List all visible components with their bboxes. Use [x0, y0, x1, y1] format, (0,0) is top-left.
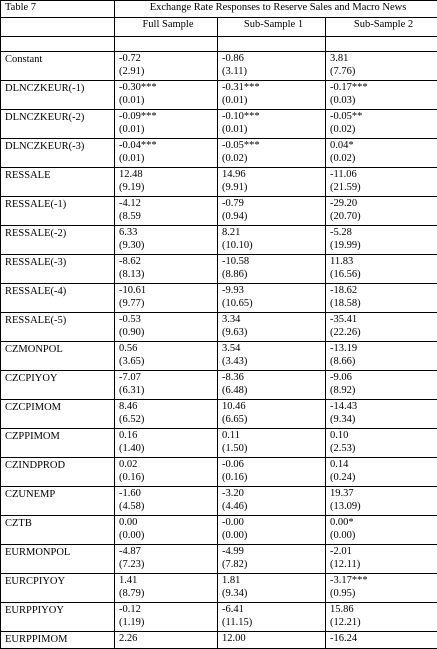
- standard-error: (7.82): [222, 558, 325, 571]
- standard-error: (0.02): [330, 123, 437, 136]
- row-variable-name: [1, 574, 115, 603]
- table-row: [1, 52, 437, 81]
- coefficient-cell: [218, 313, 326, 342]
- row-variable-name: [1, 168, 115, 197]
- coefficient-cell: [326, 342, 437, 371]
- row-variable-name: [1, 603, 115, 632]
- table-title: Exchange Rate Responses to Reserve Sales and Macro News: [115, 1, 437, 18]
- coefficient-cell: [115, 313, 218, 342]
- coefficient-cell: [115, 603, 218, 632]
- standard-error: (8.86): [222, 268, 325, 281]
- variable-label: CZCPIMOM: [5, 400, 114, 414]
- coefficient-estimate: -0.72: [119, 52, 217, 65]
- variable-label: RESSALE(-3): [5, 255, 114, 269]
- variable-label: EURPPIMOM: [5, 632, 114, 646]
- coefficient-cell: [326, 81, 437, 110]
- standard-error: (22.26): [330, 326, 437, 339]
- variable-label: CZMONPOL: [5, 342, 114, 356]
- coefficient-estimate: 3.81: [330, 52, 437, 65]
- coefficient-cell: [218, 255, 326, 284]
- coefficient-estimate: -4.12: [119, 197, 217, 210]
- coefficient-estimate: -29.20: [330, 197, 437, 210]
- standard-error: (13.09): [330, 500, 437, 513]
- table-row: [1, 226, 437, 255]
- variable-label: RESSALE(-5): [5, 313, 114, 327]
- coefficient-cell: [218, 603, 326, 632]
- coefficient-estimate: -35.41: [330, 313, 437, 326]
- standard-error: (0.01): [222, 123, 325, 136]
- variable-label: RESSALE(-1): [5, 197, 114, 211]
- coefficient-estimate: 14.96: [222, 168, 325, 181]
- coefficient-estimate: 12.48: [119, 168, 217, 181]
- coefficient-estimate: -0.00: [222, 516, 325, 529]
- standard-error: (7.76): [330, 65, 437, 78]
- coefficient-cell: [115, 400, 218, 429]
- coefficient-cell: [326, 400, 437, 429]
- column-header-blank: [1, 18, 115, 37]
- standard-error: (6.48): [222, 384, 325, 397]
- coefficient-estimate: -0.05**: [330, 110, 437, 123]
- standard-error: (6.65): [222, 413, 325, 426]
- coefficient-estimate: 0.10: [330, 429, 437, 442]
- row-variable-name: [1, 284, 115, 313]
- coefficient-estimate: 8.21: [222, 226, 325, 239]
- coefficient-estimate: -2.01: [330, 545, 437, 558]
- coefficient-cell: [218, 458, 326, 487]
- standard-error: (0.24): [330, 471, 437, 484]
- coefficient-estimate: -0.04***: [119, 139, 217, 152]
- coefficient-cell: [218, 371, 326, 400]
- coefficient-cell: [115, 429, 218, 458]
- column-header-full-sample: Full Sample: [115, 18, 218, 37]
- row-variable-name: [1, 52, 115, 81]
- coefficient-cell: [326, 632, 437, 649]
- variable-label: CZPPIMOM: [5, 429, 114, 443]
- coefficient-estimate: -8.36: [222, 371, 325, 384]
- coefficient-estimate: -14.43: [330, 400, 437, 413]
- row-variable-name: [1, 545, 115, 574]
- coefficient-estimate: 0.04*: [330, 139, 437, 152]
- standard-error: (8.92): [330, 384, 437, 397]
- coefficient-cell: [326, 603, 437, 632]
- row-variable-name: [1, 226, 115, 255]
- coefficient-estimate: -0.79: [222, 197, 325, 210]
- row-variable-name: [1, 255, 115, 284]
- coefficient-cell: [326, 574, 437, 603]
- coefficient-cell: [115, 458, 218, 487]
- coefficient-cell: [326, 429, 437, 458]
- spacer-cell: [1, 37, 115, 52]
- coefficient-estimate: 0.16: [119, 429, 217, 442]
- coefficient-cell: [115, 487, 218, 516]
- coefficient-estimate: 6.33: [119, 226, 217, 239]
- standard-error: (12.21): [330, 616, 437, 629]
- coefficient-cell: [115, 197, 218, 226]
- coefficient-estimate: 1.81: [222, 574, 325, 587]
- coefficient-estimate: 3.34: [222, 313, 325, 326]
- table-row: [1, 371, 437, 400]
- standard-error: (12.11): [330, 558, 437, 571]
- row-variable-name: [1, 429, 115, 458]
- coefficient-estimate: -0.86: [222, 52, 325, 65]
- coefficient-estimate: -0.10***: [222, 110, 325, 123]
- coefficient-estimate: -6.41: [222, 603, 325, 616]
- table-row: [1, 110, 437, 139]
- row-variable-name: [1, 110, 115, 139]
- table-row: [1, 255, 437, 284]
- row-variable-name: [1, 516, 115, 545]
- coefficient-estimate: -10.58: [222, 255, 325, 268]
- standard-error: (0.90): [119, 326, 217, 339]
- standard-error: (0.01): [119, 123, 217, 136]
- coefficient-estimate: 19.37: [330, 487, 437, 500]
- coefficient-cell: [218, 81, 326, 110]
- table-row: [1, 400, 437, 429]
- standard-error: (6.31): [119, 384, 217, 397]
- coefficient-cell: [326, 371, 437, 400]
- variable-label: DLNCZKEUR(-2): [5, 110, 114, 124]
- coefficient-estimate: 2.26: [119, 632, 217, 645]
- coefficient-cell: [115, 52, 218, 81]
- standard-error: (8.66): [330, 355, 437, 368]
- standard-error: (21.59): [330, 181, 437, 194]
- standard-error: (9.63): [222, 326, 325, 339]
- standard-error: (0.03): [330, 94, 437, 107]
- standard-error: (0.01): [119, 152, 217, 165]
- standard-error: (8.79): [119, 587, 217, 600]
- standard-error: (1.19): [119, 616, 217, 629]
- standard-error: (0.01): [222, 94, 325, 107]
- table-row: [1, 487, 437, 516]
- table-row: [1, 458, 437, 487]
- coefficient-cell: [326, 516, 437, 545]
- coefficient-cell: [326, 545, 437, 574]
- coefficient-cell: [218, 516, 326, 545]
- table-row: [1, 284, 437, 313]
- standard-error: (0.16): [119, 471, 217, 484]
- coefficient-cell: [218, 342, 326, 371]
- coefficient-cell: [115, 371, 218, 400]
- variable-label: RESSALE(-4): [5, 284, 114, 298]
- coefficient-estimate: 1.41: [119, 574, 217, 587]
- spacer-cell: [326, 37, 437, 52]
- variable-label: CZINDPROD: [5, 458, 114, 472]
- standard-error: (0.02): [330, 152, 437, 165]
- spacer-cell: [115, 37, 218, 52]
- variable-label: EURMONPOL: [5, 545, 114, 559]
- coefficient-cell: [326, 197, 437, 226]
- variable-label: EURPPIYOY: [5, 603, 114, 617]
- column-header-sub-sample-2: Sub-Sample 2: [326, 18, 437, 37]
- table-row: [1, 574, 437, 603]
- coefficient-estimate: -11.06: [330, 168, 437, 181]
- standard-error: (10.65): [222, 297, 325, 310]
- coefficient-cell: [115, 342, 218, 371]
- row-variable-name: [1, 342, 115, 371]
- coefficient-estimate: -5.28: [330, 226, 437, 239]
- standard-error: (8.59: [119, 210, 217, 223]
- row-variable-name: [1, 81, 115, 110]
- coefficient-estimate: -18.62: [330, 284, 437, 297]
- spacer-cell: [218, 37, 326, 52]
- table-title-row: [1, 1, 437, 18]
- standard-error: (0.01): [119, 94, 217, 107]
- coefficient-cell: [326, 226, 437, 255]
- coefficient-cell: [218, 487, 326, 516]
- standard-error: (2.53): [330, 442, 437, 455]
- coefficient-cell: [218, 545, 326, 574]
- row-variable-name: [1, 371, 115, 400]
- row-variable-name: [1, 458, 115, 487]
- coefficient-estimate: -0.05***: [222, 139, 325, 152]
- coefficient-estimate: -9.06: [330, 371, 437, 384]
- coefficient-cell: [218, 429, 326, 458]
- standard-error: (0.00): [222, 529, 325, 542]
- standard-error: (1.40): [119, 442, 217, 455]
- standard-error: (8.13): [119, 268, 217, 281]
- column-header-sub-sample-1: Sub-Sample 1: [218, 18, 326, 37]
- coefficient-cell: [326, 487, 437, 516]
- standard-error: (3.65): [119, 355, 217, 368]
- table-row: [1, 632, 437, 649]
- standard-error: (0.94): [222, 210, 325, 223]
- table-row: [1, 342, 437, 371]
- coefficient-cell: [218, 226, 326, 255]
- coefficient-cell: [218, 139, 326, 168]
- table-label: Table 7: [1, 1, 115, 18]
- coefficient-estimate: -0.12: [119, 603, 217, 616]
- row-variable-name: [1, 313, 115, 342]
- coefficient-cell: [218, 632, 326, 649]
- coefficient-cell: [218, 110, 326, 139]
- column-header-row: [1, 18, 437, 37]
- coefficient-estimate: 8.46: [119, 400, 217, 413]
- table-row: [1, 429, 437, 458]
- standard-error: (9.19): [119, 181, 217, 194]
- variable-label: Constant: [5, 52, 114, 66]
- coefficient-estimate: 12.00: [222, 632, 325, 645]
- coefficient-estimate: -0.30***: [119, 81, 217, 94]
- coefficient-estimate: 0.02: [119, 458, 217, 471]
- coefficient-estimate: 0.56: [119, 342, 217, 355]
- coefficient-cell: [326, 255, 437, 284]
- standard-error: (9.30): [119, 239, 217, 252]
- coefficient-cell: [326, 284, 437, 313]
- variable-label: RESSALE(-2): [5, 226, 114, 240]
- coefficient-cell: [115, 110, 218, 139]
- coefficient-estimate: -0.17***: [330, 81, 437, 94]
- coefficient-cell: [115, 226, 218, 255]
- standard-error: (4.46): [222, 500, 325, 513]
- standard-error: (11.15): [222, 616, 325, 629]
- coefficient-estimate: 3.54: [222, 342, 325, 355]
- table-row: [1, 516, 437, 545]
- variable-label: DLNCZKEUR(-1): [5, 81, 114, 95]
- coefficient-cell: [115, 574, 218, 603]
- coefficient-cell: [218, 574, 326, 603]
- coefficient-cell: [218, 168, 326, 197]
- standard-error: (0.00): [330, 529, 437, 542]
- coefficient-cell: [218, 52, 326, 81]
- coefficient-estimate: -8.62: [119, 255, 217, 268]
- variable-label: RESSALE: [5, 168, 114, 182]
- coefficient-estimate: 11.83: [330, 255, 437, 268]
- coefficient-cell: [218, 400, 326, 429]
- coefficient-estimate: -0.31***: [222, 81, 325, 94]
- coefficient-estimate: -3.17***: [330, 574, 437, 587]
- table-row: [1, 139, 437, 168]
- coefficient-cell: [326, 168, 437, 197]
- standard-error: (9.91): [222, 181, 325, 194]
- coefficient-estimate: -7.07: [119, 371, 217, 384]
- table-row: [1, 545, 437, 574]
- row-variable-name: [1, 487, 115, 516]
- standard-error: (0.95): [330, 587, 437, 600]
- standard-error: (20.70): [330, 210, 437, 223]
- row-variable-name: [1, 632, 115, 649]
- coefficient-estimate: -13.19: [330, 342, 437, 355]
- coefficient-cell: [115, 81, 218, 110]
- coefficient-cell: [218, 197, 326, 226]
- coefficient-estimate: -9.93: [222, 284, 325, 297]
- coefficient-cell: [326, 110, 437, 139]
- row-variable-name: [1, 400, 115, 429]
- standard-error: (9.34): [222, 587, 325, 600]
- standard-error: (0.02): [222, 152, 325, 165]
- standard-error: (9.77): [119, 297, 217, 310]
- standard-error: (16.56): [330, 268, 437, 281]
- coefficient-estimate: 0.14: [330, 458, 437, 471]
- coefficient-estimate: 15.86: [330, 603, 437, 616]
- coefficient-cell: [115, 139, 218, 168]
- coefficient-estimate: -0.09***: [119, 110, 217, 123]
- row-variable-name: [1, 197, 115, 226]
- coefficient-cell: [115, 255, 218, 284]
- variable-label: DLNCZKEUR(-3): [5, 139, 114, 153]
- standard-error: (1.50): [222, 442, 325, 455]
- coefficient-estimate: -1.60: [119, 487, 217, 500]
- coefficient-estimate: 0.11: [222, 429, 325, 442]
- row-variable-name: [1, 139, 115, 168]
- coefficient-cell: [326, 139, 437, 168]
- coefficient-cell: [115, 516, 218, 545]
- table-row: [1, 313, 437, 342]
- coefficient-estimate: -10.61: [119, 284, 217, 297]
- table-row: [1, 81, 437, 110]
- coefficient-estimate: -4.99: [222, 545, 325, 558]
- coefficient-estimate: -4.87: [119, 545, 217, 558]
- coefficient-estimate: -16.24: [330, 632, 437, 645]
- coefficient-cell: [326, 458, 437, 487]
- table-row: [1, 603, 437, 632]
- coefficient-estimate: 0.00: [119, 516, 217, 529]
- variable-label: CZCPIYOY: [5, 371, 114, 385]
- standard-error: (19.99): [330, 239, 437, 252]
- standard-error: (10.10): [222, 239, 325, 252]
- coefficient-cell: [326, 313, 437, 342]
- standard-error: (3.43): [222, 355, 325, 368]
- standard-error: (0.00): [119, 529, 217, 542]
- coefficient-estimate: -0.06: [222, 458, 325, 471]
- coefficient-cell: [115, 168, 218, 197]
- variable-label: CZUNEMP: [5, 487, 114, 501]
- coefficient-estimate: 10.46: [222, 400, 325, 413]
- standard-error: (9.34): [330, 413, 437, 426]
- coefficient-cell: [115, 632, 218, 649]
- table-row: [1, 168, 437, 197]
- coefficient-estimate: 0.00*: [330, 516, 437, 529]
- standard-error: (18.58): [330, 297, 437, 310]
- standard-error: (2.91): [119, 65, 217, 78]
- coefficient-estimate: -3.20: [222, 487, 325, 500]
- coefficient-cell: [326, 52, 437, 81]
- standard-error: (0.16): [222, 471, 325, 484]
- table-row: [1, 197, 437, 226]
- coefficient-cell: [218, 284, 326, 313]
- coefficient-estimate: -0.53: [119, 313, 217, 326]
- variable-label: CZTB: [5, 516, 114, 530]
- variable-label: EURCPIYOY: [5, 574, 114, 588]
- standard-error: (6.52): [119, 413, 217, 426]
- standard-error: (3.11): [222, 65, 325, 78]
- standard-error: (7.23): [119, 558, 217, 571]
- coefficient-cell: [115, 284, 218, 313]
- coefficient-cell: [115, 545, 218, 574]
- standard-error: (4.58): [119, 500, 217, 513]
- spacer-row: [1, 37, 437, 52]
